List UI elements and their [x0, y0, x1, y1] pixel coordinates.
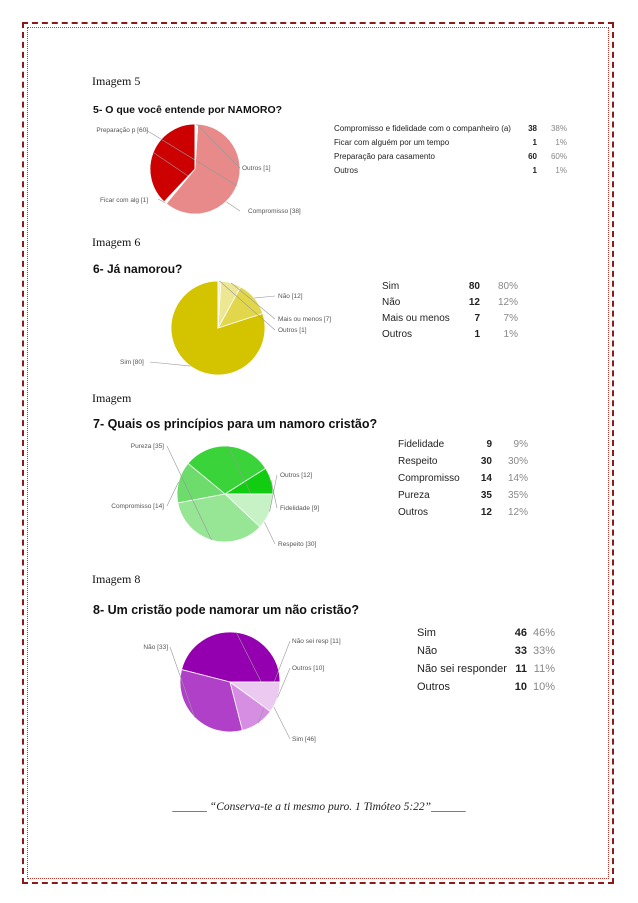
question-6-title: 6- Já namorou?: [93, 262, 183, 276]
row-count: 7: [474, 313, 480, 324]
row-percent: 7%: [503, 313, 518, 324]
pie-label: Compromisso [14]: [111, 503, 164, 510]
row-label: Ficar com alguém por um tempo: [334, 138, 450, 147]
caption-image-8: Imagem 8: [92, 572, 141, 586]
pie-label: Pureza [35]: [130, 443, 164, 450]
row-label: Fidelidade: [398, 438, 445, 450]
row-percent: 80%: [497, 281, 518, 292]
question-8-title: 8- Um cristão pode namorar um não cristão?: [93, 603, 360, 617]
row-count: 14: [480, 472, 492, 484]
row-percent: 38%: [550, 124, 567, 133]
table-row: [415, 642, 557, 660]
table-row: [415, 660, 557, 678]
row-percent: 35%: [507, 489, 528, 501]
table-row: [380, 327, 520, 343]
row-count: 60: [528, 152, 537, 161]
pie-label: Outros [1]: [242, 165, 271, 172]
row-count: 12: [480, 506, 492, 518]
row-percent: 46%: [532, 626, 555, 639]
table-row: [332, 122, 569, 136]
pie-label: Não sei resp [11]: [292, 638, 341, 645]
row-percent: 1%: [555, 138, 567, 147]
caption-image-5: Imagem 5: [92, 74, 141, 88]
pie-label: Respeito [30]: [278, 541, 317, 548]
row-label: Respeito: [398, 455, 438, 467]
pie-label: Compromisso [38]: [248, 208, 301, 215]
row-label: Preparação para casamento: [334, 152, 435, 161]
row-label: Outros: [382, 329, 413, 340]
pie-label: Fidelidade [9]: [280, 505, 320, 512]
table-row: [396, 436, 530, 453]
footer-verse: ______ “Conserva-te a ti mesmo puro. 1 Timóteo 5:22”______: [172, 801, 466, 813]
question-7-table: [396, 436, 530, 521]
table-row: [415, 624, 557, 642]
row-label: Sim: [382, 281, 400, 292]
row-percent: 33%: [532, 644, 555, 657]
question-5-table: [332, 122, 569, 178]
row-percent: 12%: [507, 506, 528, 518]
pie-label: Sim [80]: [120, 359, 144, 366]
row-percent: 10%: [532, 680, 555, 693]
question-8-table: [415, 624, 557, 696]
row-label: Não: [382, 297, 401, 308]
pie-label: Não [12]: [278, 293, 303, 300]
row-count: 35: [480, 489, 492, 501]
row-count: 30: [480, 455, 492, 467]
row-percent: 14%: [507, 472, 528, 484]
question-5-title: 5- O que você entende por NAMORO?: [93, 104, 283, 116]
question-8-table-clip: [401, 620, 557, 698]
pie-label: Outros [10]: [292, 665, 325, 672]
row-label: Mais ou menos: [382, 313, 450, 324]
question-5-pie-chart: [90, 118, 310, 220]
table-row: [332, 136, 569, 150]
row-percent: 30%: [507, 455, 528, 467]
row-label: Sim: [417, 626, 436, 639]
table-row: [380, 279, 520, 295]
row-count: 46: [514, 626, 528, 639]
pie-label: Sim [46]: [292, 736, 316, 743]
row-label: Não: [417, 644, 438, 657]
table-row: [396, 504, 530, 521]
question-6-pie-chart: [110, 280, 350, 376]
pie-leader-line: [150, 362, 190, 366]
row-percent: 1%: [503, 329, 518, 340]
question-6-table: [380, 279, 520, 343]
question-7-pie-chart: [92, 436, 342, 552]
row-label: Pureza: [398, 489, 430, 501]
table-row: [332, 150, 569, 164]
row-percent: 1%: [555, 166, 567, 175]
table-row: [396, 487, 530, 504]
row-count: 12: [468, 297, 480, 308]
row-label: Outros: [417, 680, 451, 693]
row-count: 11: [515, 662, 528, 675]
row-count: 1: [532, 138, 537, 147]
row-count: 10: [514, 680, 528, 693]
row-label: Outros: [398, 506, 429, 518]
row-count: 80: [468, 281, 480, 292]
table-row: [396, 470, 530, 487]
table-row: [380, 311, 520, 327]
question-7-title: 7- Quais os princípios para um namoro cristão?: [93, 417, 378, 431]
row-count: 1: [474, 329, 480, 340]
caption-image-6: Imagem 6: [92, 235, 141, 249]
row-percent: 9%: [513, 438, 528, 450]
pie-label: Mais ou menos [7]: [278, 316, 332, 323]
pie-label: Não [33]: [143, 644, 168, 651]
row-count: 1: [532, 166, 537, 175]
row-percent: 60%: [550, 152, 567, 161]
row-label: Não sei responder: [417, 662, 507, 675]
pie-label: Outros [1]: [278, 327, 307, 334]
table-row: [415, 678, 557, 696]
pie-label: Outros [12]: [280, 472, 313, 479]
pie-label: Preparação p [60]: [96, 127, 148, 134]
table-row: [396, 453, 530, 470]
row-count: 33: [514, 644, 528, 657]
pie-leader-line: [254, 296, 275, 298]
table-row: [380, 295, 520, 311]
row-percent: 11%: [533, 662, 555, 675]
row-percent: 12%: [497, 297, 518, 308]
row-label: Compromisso: [398, 472, 460, 484]
question-8-pie-chart: [120, 624, 370, 750]
row-count: 38: [528, 124, 537, 133]
caption-image-7: Imagem: [92, 391, 132, 405]
row-label: Compromisso e fidelidade com o companheiro (a): [334, 124, 511, 133]
row-count: 9: [486, 438, 492, 450]
table-row: [332, 164, 569, 178]
row-label: Outros: [334, 166, 359, 175]
pie-label: Ficar com alg [1]: [100, 197, 149, 204]
